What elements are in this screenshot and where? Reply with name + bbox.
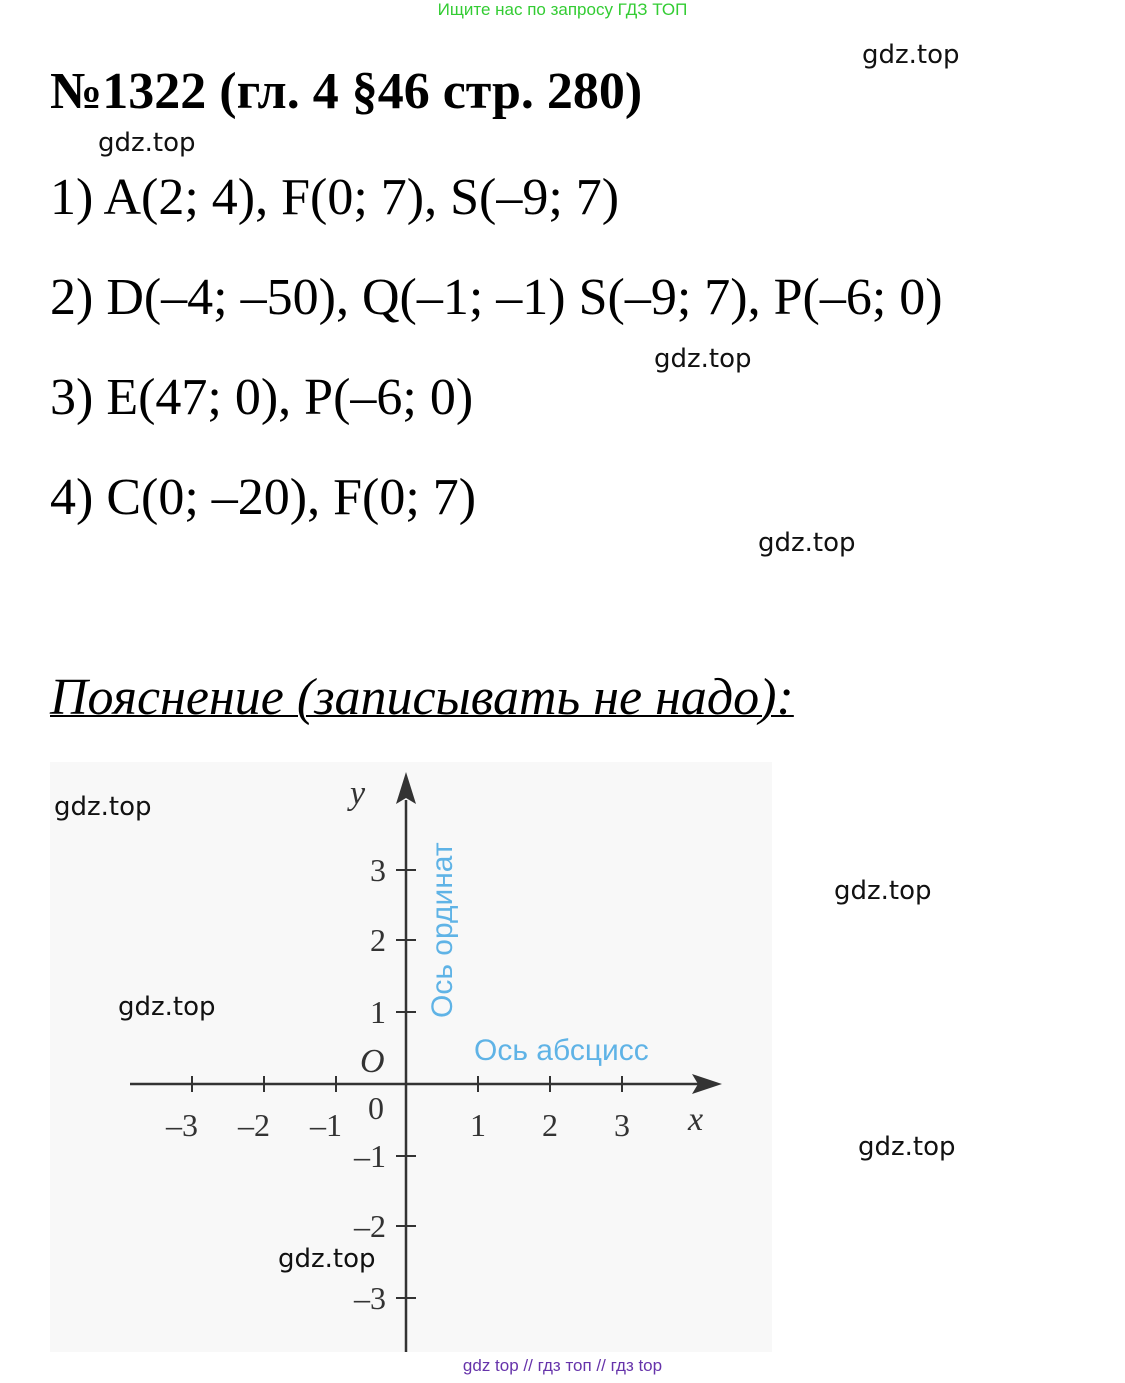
answer-line-4: 4) C(0; –20), F(0; 7) xyxy=(50,469,477,526)
watermark: gdz.top xyxy=(862,40,960,70)
x-axis-letter: x xyxy=(688,1101,704,1138)
y-axis-arrow xyxy=(396,772,416,804)
x-axis-caption: Ось абсцисс xyxy=(474,1034,649,1067)
top-banner: Ищите нас по запросу ГДЗ ТОП xyxy=(437,0,688,19)
x-tick-label: –3 xyxy=(166,1107,198,1143)
x-tick-label: –1 xyxy=(310,1107,342,1143)
watermark: gdz.top xyxy=(118,992,216,1022)
origin-zero: 0 xyxy=(368,1090,384,1126)
watermark: gdz.top xyxy=(758,528,856,558)
watermark: gdz.top xyxy=(858,1132,956,1162)
x-tick-label: –2 xyxy=(238,1107,270,1143)
watermark: gdz.top xyxy=(98,128,196,158)
watermark: gdz.top xyxy=(834,876,932,906)
y-axis-letter: y xyxy=(350,775,366,812)
y-tick-label: –1 xyxy=(354,1138,386,1174)
footer-links: gdz top // гдз топ // гдз top xyxy=(462,1356,663,1375)
y-tick-label: –3 xyxy=(354,1280,386,1316)
origin-letter: O xyxy=(360,1043,385,1080)
y-tick-label: –2 xyxy=(354,1208,386,1244)
watermark: gdz.top xyxy=(654,344,752,374)
coordinate-plane-figure xyxy=(50,762,772,1352)
y-tick-label: 2 xyxy=(370,922,386,958)
watermark: gdz.top xyxy=(278,1244,376,1274)
answer-line-3: 3) E(47; 0), P(–6; 0) xyxy=(50,369,474,426)
x-tick-label: 2 xyxy=(542,1107,558,1143)
explanation-heading: Пояснение (записывать не надо): xyxy=(50,669,794,726)
coordinate-plane xyxy=(50,762,772,1352)
answer-line-2: 2) D(–4; –50), Q(–1; –1) S(–9; 7), P(–6; 0) xyxy=(50,269,943,326)
answer-line-1: 1) A(2; 4), F(0; 7), S(–9; 7) xyxy=(50,169,620,226)
y-axis-caption: Ось ординат xyxy=(426,842,459,1018)
watermark: gdz.top xyxy=(54,792,152,822)
x-tick-label: 3 xyxy=(614,1107,630,1143)
x-tick-label: 1 xyxy=(470,1107,486,1143)
y-tick-label: 1 xyxy=(370,994,386,1030)
y-tick-label: 3 xyxy=(370,852,386,888)
problem-title: №1322 (гл. 4 §46 стр. 280) xyxy=(50,63,643,120)
